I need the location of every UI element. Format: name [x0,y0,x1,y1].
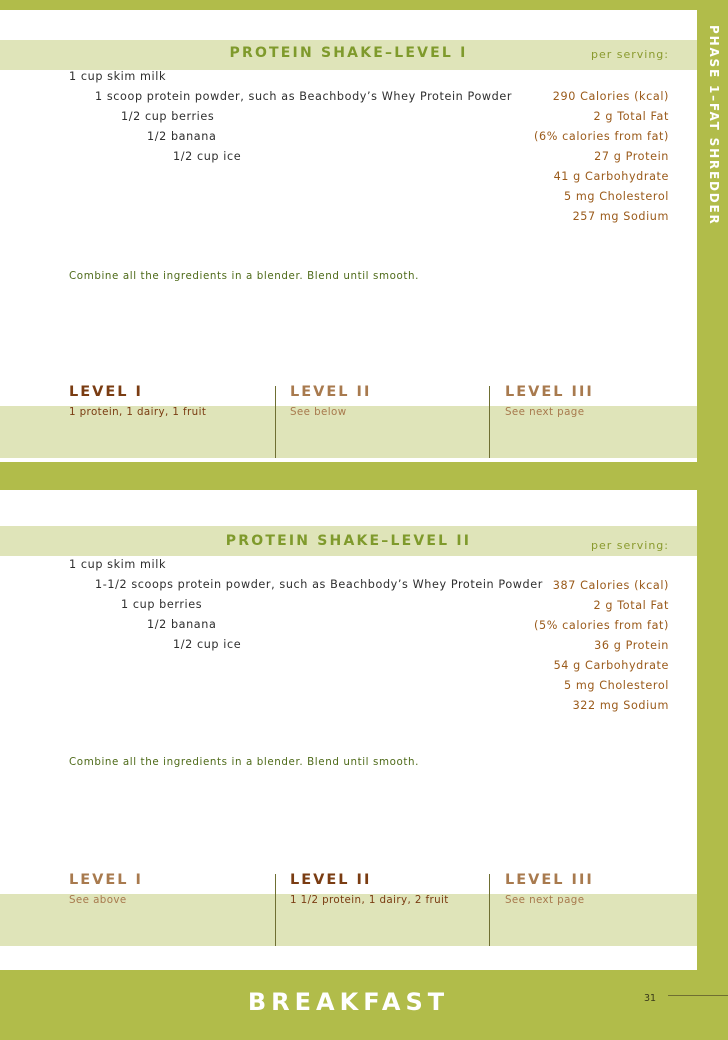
per-serving-label: per serving: [590,539,669,552]
level-subtitle: See next page [505,894,585,906]
level-title: LEVEL II [290,872,372,888]
ingredient: 1/2 banana [147,618,217,631]
level-divider [275,874,276,946]
level-divider [489,874,490,946]
ingredient: 1/2 banana [147,130,217,143]
page-number-rule [668,995,728,996]
section-title: BREAKFAST [247,988,450,1016]
side-tab-label: PHASE 1–FAT SHREDDER [707,25,721,226]
nutrition-item: 322 mg Sodium [572,699,669,712]
level-bar [0,874,697,946]
nutrition-item: 2 g Total Fat [593,110,669,123]
recipe-title: PROTEIN SHAKE–LEVEL I [229,45,468,61]
recipe-panel-1 [0,10,697,462]
level-divider [489,386,490,458]
nutrition-item: (5% calories from fat) [534,619,669,632]
nutrition-item: 41 g Carbohydrate [553,170,669,183]
nutrition-item: 5 mg Cholesterol [564,190,669,203]
recipe-instructions: Combine all the ingredients in a blender. Blend until smooth. [69,270,420,282]
ingredient: 1/2 cup ice [173,150,242,163]
ingredient: 1 cup skim milk [69,70,167,83]
nutrition-item: 27 g Protein [594,150,669,163]
level-subtitle: See below [290,406,347,418]
nutrition-item: 2 g Total Fat [593,599,669,612]
recipe-instructions: Combine all the ingredients in a blender. Blend until smooth. [69,756,420,768]
level-subtitle: 1 protein, 1 dairy, 1 fruit [69,406,207,418]
ingredient: 1/2 cup ice [173,638,242,651]
nutrition-item: (6% calories from fat) [534,130,669,143]
recipe-panel-2 [0,490,697,970]
ingredient: 1 cup berries [121,598,203,611]
level-title: LEVEL III [505,384,594,400]
level-title: LEVEL II [290,384,372,400]
level-title: LEVEL I [69,872,143,888]
level-title: LEVEL I [69,384,143,400]
level-subtitle: See next page [505,406,585,418]
per-serving-label: per serving: [590,48,669,61]
nutrition-item: 290 Calories (kcal) [552,90,669,103]
ingredient: 1-1/2 scoops protein powder, such as Beachbody’s Whey Protein Powder [95,578,543,591]
ingredient: 1/2 cup berries [121,110,215,123]
side-tab [698,25,726,245]
nutrition-item: 387 Calories (kcal) [552,579,669,592]
page-number: 31 [644,993,657,1004]
ingredient: 1 scoop protein powder, such as Beachbody’s Whey Protein Powder [95,90,513,103]
level-bar [0,386,697,458]
level-divider [275,386,276,458]
nutrition-item: 36 g Protein [594,639,669,652]
level-subtitle: See above [69,894,127,906]
nutrition-item: 257 mg Sodium [572,210,669,223]
recipe-title: PROTEIN SHAKE–LEVEL II [225,533,472,549]
ingredient: 1 cup skim milk [69,558,167,571]
nutrition-item: 54 g Carbohydrate [553,659,669,672]
level-title: LEVEL III [505,872,594,888]
nutrition-item: 5 mg Cholesterol [564,679,669,692]
level-subtitle: 1 1/2 protein, 1 dairy, 2 fruit [290,894,449,906]
